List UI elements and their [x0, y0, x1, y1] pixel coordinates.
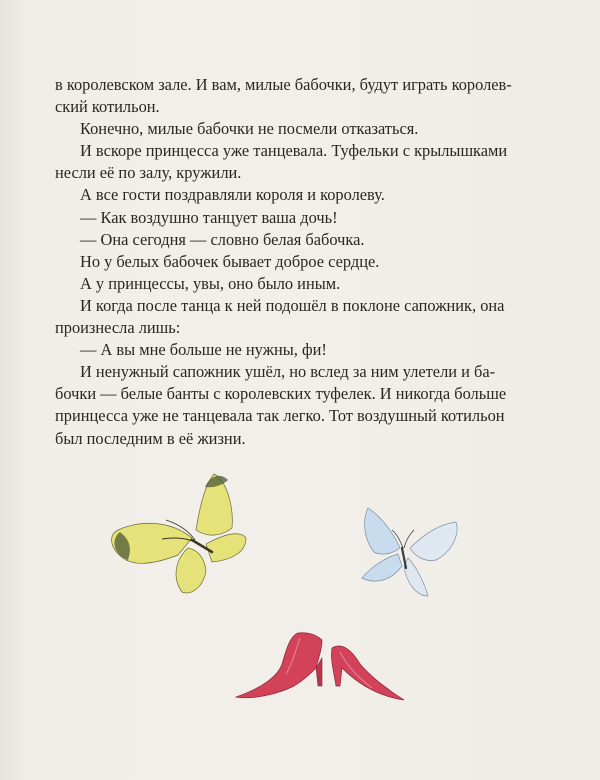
- text-line: — А вы мне больше не нужны, фи!: [80, 340, 327, 360]
- text-line: Конечно, милые бабочки не посмели отказаться.: [80, 119, 419, 139]
- text-line: — Она сегодня — словно белая бабочка.: [80, 229, 365, 249]
- text-line: И когда после танца к ней подошёл в поклоне сапожник, она: [80, 295, 505, 315]
- blue-butterfly-icon: [362, 508, 457, 596]
- text-line: бочки — белые банты с королевских туфелек. И никогда больше: [55, 384, 507, 404]
- text-line: И вскоре принцесса уже танцевала. Туфельки с крылышками: [80, 141, 508, 161]
- text-line: принцесса уже не танцевала так легко. Тот воздушный котильон: [55, 406, 505, 426]
- text-line: — Как воздушно танцует ваша дочь!: [80, 207, 338, 227]
- text-line: ский котильон.: [55, 97, 160, 117]
- text-line: несли её по залу, кружили.: [55, 163, 242, 183]
- text-line: А все гости поздравляли короля и королеву.: [80, 185, 385, 205]
- text-line: И ненужный сапожник ушёл, но вслед за ним улетели и ба-: [80, 362, 496, 382]
- text-line: был последним в её жизни.: [55, 428, 246, 448]
- text-line: Но у белых бабочек бывает доброе сердце.: [80, 251, 380, 271]
- yellow-butterfly-icon: [112, 474, 246, 593]
- text-line: А у принцессы, увы, оно было иным.: [80, 273, 341, 293]
- text-line: в королевском зале. И вам, милые бабочки, будут играть королев-: [55, 75, 512, 94]
- text-line: произнесла лишь:: [55, 318, 181, 338]
- red-shoes-icon: [236, 633, 404, 700]
